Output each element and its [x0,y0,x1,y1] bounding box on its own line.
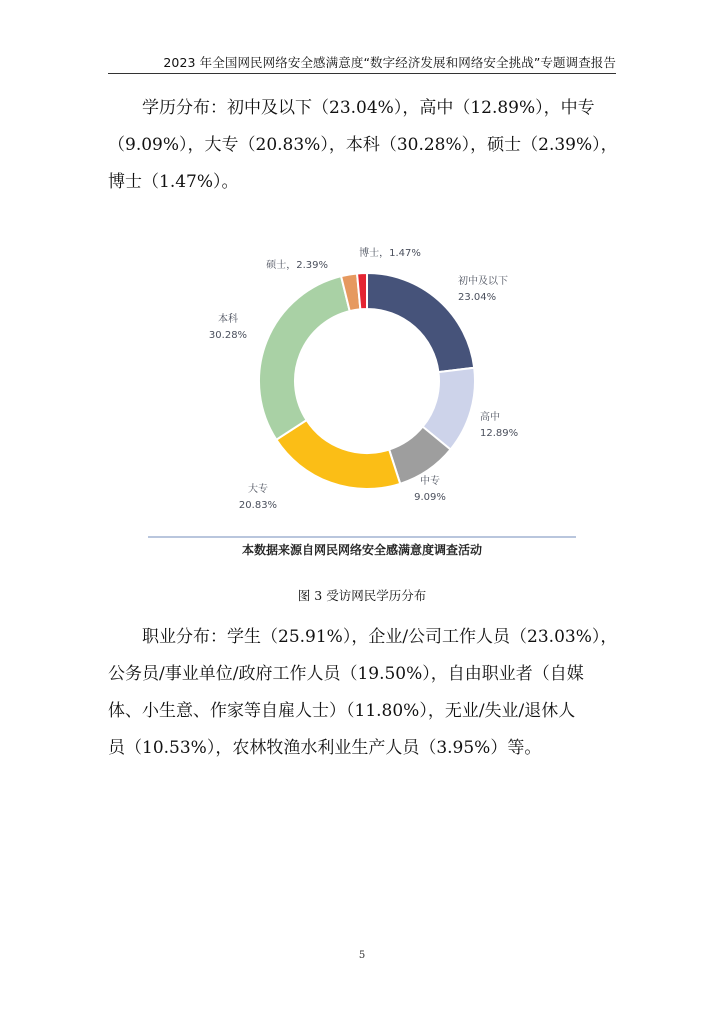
paragraph-line: 职业分布：学生（25.91%），企业/公司工作人员（23.03%）， [142,627,618,647]
donut-slice-1 [367,273,474,372]
page-number: 5 [358,950,366,961]
occupation-paragraph [108,619,616,767]
slice-label-2: 高中 12.89% [480,412,519,439]
donut-slice-4 [276,420,400,489]
slice-label-7: 博士，1.47% [359,248,421,259]
paragraph-line: 学历分布：初中及以下（23.04%），高中（12.89%），中专 [142,98,595,118]
header-divider [108,73,616,74]
source-divider [148,536,576,538]
paragraph-line: 公务员/事业单位/政府工作人员（19.50%），自由职业者（自媒 [108,664,584,684]
slice-label-3: 中专 9.09% [414,476,446,503]
slice-label-6: 硕士，2.39% [266,260,328,271]
report-header-title: 2023 年全国网民网络安全感满意度“数字经济发展和网络安全挑战”专题调查报告 [163,55,616,70]
paragraph-line: 体、小生意、作家等自雇人士）（11.80%），无业/失业/退休人 [108,701,576,721]
education-paragraph [108,90,616,201]
chart-source-note: 本数据来源自网民网络安全感满意度调查活动 [241,543,482,557]
paragraph-line: 博士（1.47%）。 [108,172,239,192]
slice-label-1: 初中及以下 23.04% [458,276,508,303]
paragraph-line: （9.09%），大专（20.83%），本科（30.28%），硕士（2.39%）， [108,135,618,155]
paragraph-line: 员（10.53%），农林牧渔水利业生产人员（3.95%）等。 [108,738,542,758]
donut-slice-5 [259,276,350,440]
figure-caption: 图 3 受访网民学历分布 [297,588,427,603]
education-donut-chart [140,232,580,532]
slice-label-5: 本科 30.28% [208,314,248,341]
slice-label-4: 大专 20.83% [238,484,278,511]
